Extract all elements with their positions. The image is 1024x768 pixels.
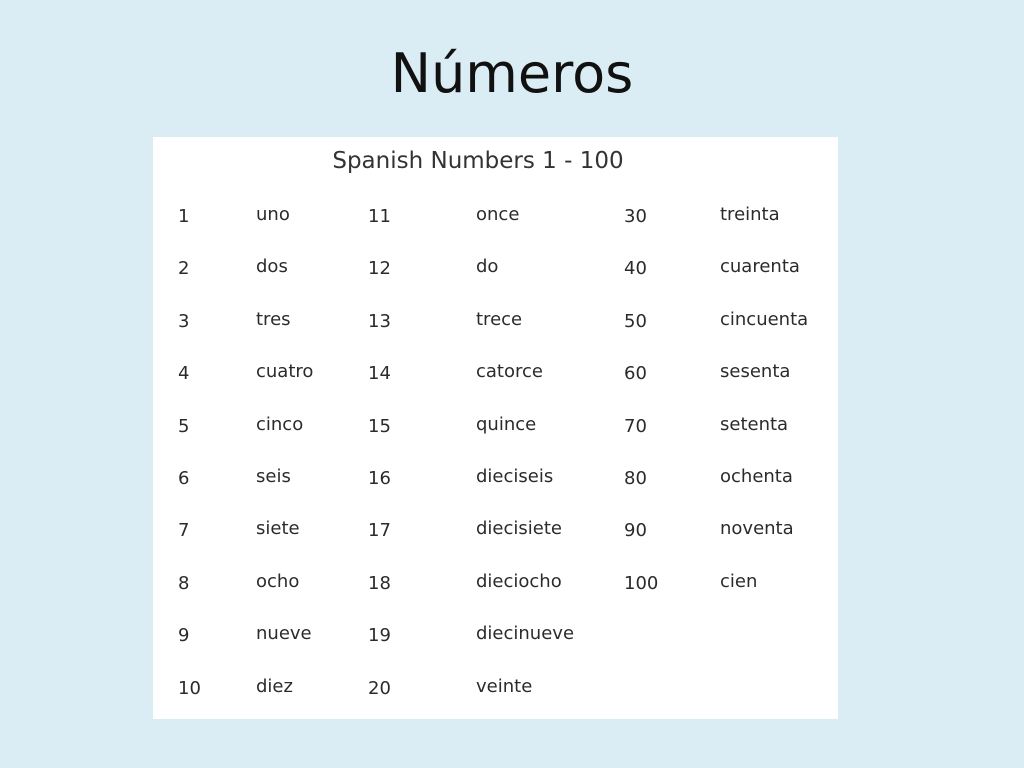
word-cell: dieciseis	[476, 466, 554, 487]
word-cell: cuatro	[256, 361, 314, 383]
number-cell: 19	[368, 625, 391, 647]
word-cell: ocho	[256, 570, 300, 592]
word-cell: sesenta	[720, 361, 791, 383]
word-cell: ochenta	[720, 466, 793, 487]
word-cell: diez	[256, 675, 293, 697]
number-cell: 17	[368, 520, 391, 542]
number-cell: 7	[178, 520, 190, 542]
number-cell: 6	[178, 468, 190, 489]
word-cell: once	[476, 204, 520, 225]
number-cell: 70	[624, 415, 647, 437]
number-cell: 12	[368, 258, 391, 280]
number-cell: 60	[624, 363, 647, 385]
word-cell: treinta	[720, 204, 780, 225]
number-cell: 1	[178, 206, 190, 227]
word-cell: trece	[476, 308, 523, 330]
number-cell: 15	[368, 415, 391, 437]
number-cell: 9	[178, 625, 190, 647]
slide-title: Números	[390, 42, 634, 105]
numbers-table	[153, 137, 838, 719]
word-cell: nueve	[256, 623, 312, 645]
number-cell: 90	[624, 520, 647, 542]
word-cell: cincuenta	[720, 308, 809, 330]
number-cell: 100	[624, 572, 659, 594]
number-cell: 80	[624, 468, 647, 489]
number-cell: 40	[624, 258, 647, 280]
word-cell: dieciocho	[476, 570, 562, 592]
number-cell: 16	[368, 468, 391, 489]
number-cell: 13	[368, 310, 391, 332]
word-cell: diecisiete	[476, 518, 562, 540]
word-cell: do	[476, 256, 499, 278]
number-cell: 11	[368, 206, 391, 227]
word-cell: siete	[256, 518, 300, 540]
number-cell: 10	[178, 677, 201, 699]
number-cell: 8	[178, 572, 190, 594]
word-cell: noventa	[720, 518, 794, 540]
number-cell: 50	[624, 310, 647, 332]
word-cell: cien	[720, 570, 758, 592]
word-cell: seis	[256, 466, 291, 487]
word-cell: cuarenta	[720, 256, 800, 278]
number-cell: 4	[178, 363, 190, 385]
number-cell: 14	[368, 363, 391, 385]
number-cell: 5	[178, 415, 190, 437]
word-cell: dos	[256, 256, 288, 278]
word-cell: cinco	[256, 413, 304, 435]
word-cell: diecinueve	[476, 623, 575, 645]
table-title: Spanish Numbers 1 - 100	[332, 148, 624, 174]
number-cell: 18	[368, 572, 391, 594]
word-cell: quince	[476, 413, 537, 435]
number-cell: 3	[178, 310, 190, 332]
number-cell: 2	[178, 258, 190, 280]
word-cell: uno	[256, 204, 290, 225]
word-cell: veinte	[476, 675, 533, 697]
word-cell: catorce	[476, 361, 543, 383]
number-cell: 30	[624, 206, 647, 227]
word-cell: tres	[256, 308, 291, 330]
word-cell: setenta	[720, 413, 789, 435]
number-cell: 20	[368, 677, 391, 699]
